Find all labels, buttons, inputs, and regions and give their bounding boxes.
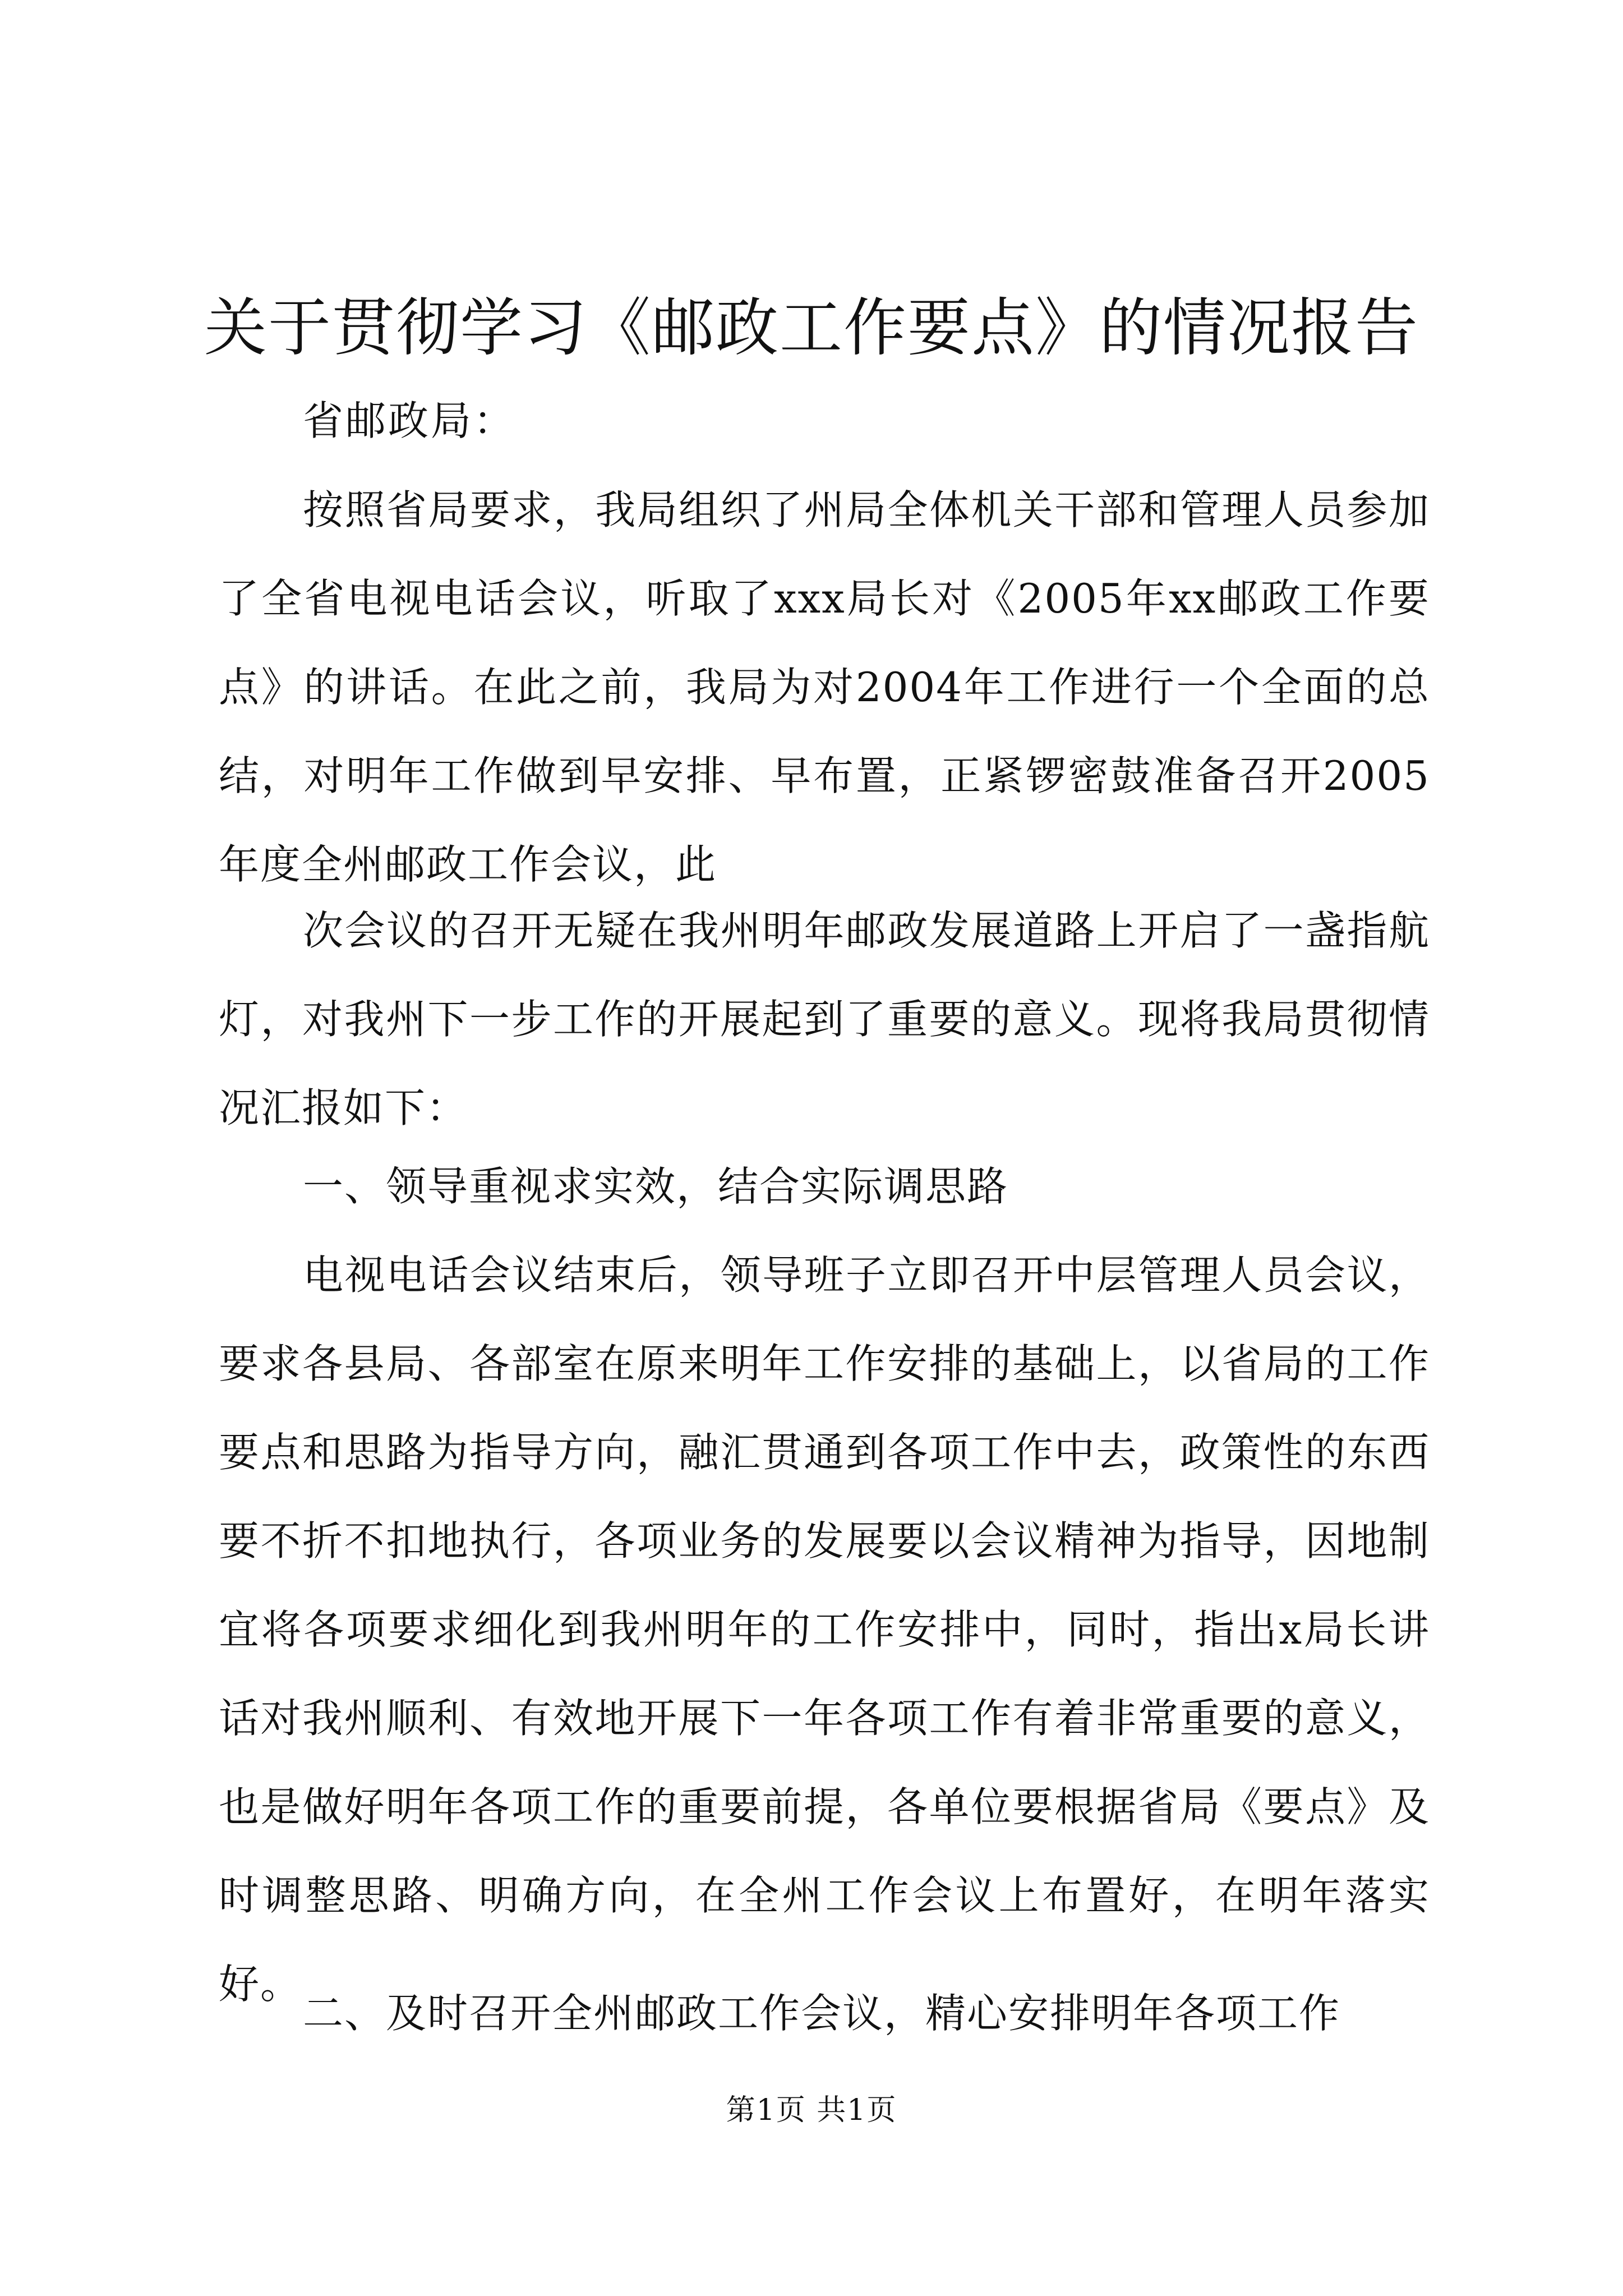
document-title: 关于贯彻学习《邮政工作要点》的情况报告	[204, 292, 1419, 365]
paragraph-3: 电视电话会议结束后，领导班子立即召开中层管理人员会议，要求各县局、各部室在原来明年工作安排的基础上，以省局的工作要点和思路为指导方向，融汇贯通到各项工作中去，政策性的东西要不折不扣地执行，各项业务的发展要以会议精神为指导，因地制宜将各项要求细化到我州明年的工作安排中，同时，指出x局长讲话对我州顺利、有效地开展下一年各项工作有着非常重要的意义，也是做好明年各项工作的重要前提，各单位要根据省局《要点》及时调整思路、明确方向，在全州工作会议上布置好，在明年落实好。	[219, 1251, 1430, 2008]
section-heading-1: 一、领导重视求实效，结合实际调思路	[303, 1163, 1009, 1210]
salutation: 省邮政局：	[303, 397, 517, 444]
paragraph-1: 按照省局要求，我局组织了州局全体机关干部和管理人员参加了全省电视电话会议，听取了xxx局长对《2005年xx邮政工作要点》的讲话。在此之前，我局为对2004年工作进行一个全面的总结，对明年工作做到早安排、早布置，正紧锣密鼓准备召开2005年度全州邮政工作会议，此	[219, 486, 1430, 888]
paragraph-2: 次会议的召开无疑在我州明年邮政发展道路上开启了一盏指航灯，对我州下一步工作的开展起到了重要的意义。现将我局贯彻情况汇报如下：	[219, 907, 1430, 1131]
page-footer: 第1页 共1页	[726, 2093, 897, 2127]
section-heading-2: 二、及时召开全州邮政工作会议，精心安排明年各项工作	[303, 1990, 1341, 2037]
